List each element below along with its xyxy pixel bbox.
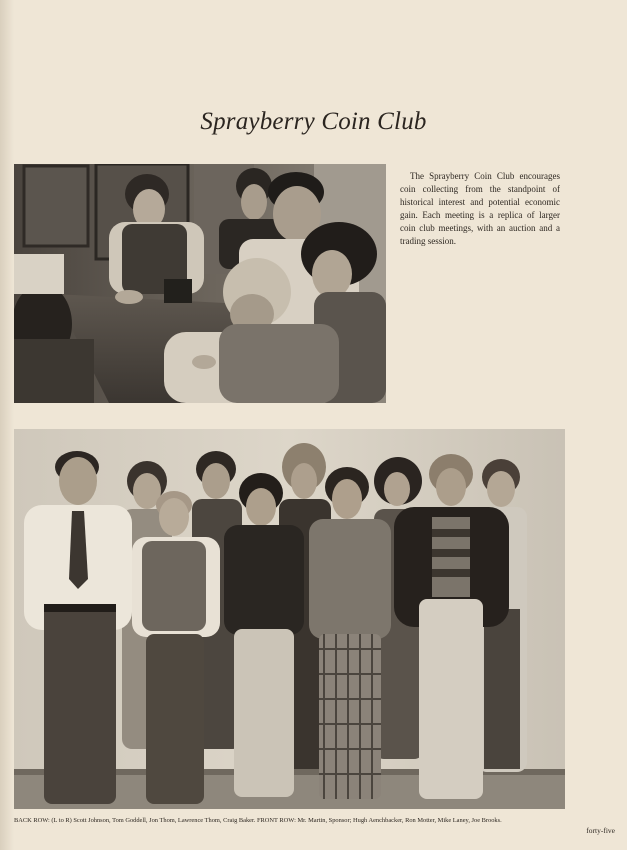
meeting-photo-image bbox=[14, 164, 386, 403]
group-photo-image bbox=[14, 429, 565, 809]
page-number: forty-five bbox=[586, 826, 615, 835]
club-description: The Sprayberry Coin Club encourages coin collecting from the standpoint of historical interest and potential economic gain. Each meeting is a replica of larger coin club meetings, with an auction and a trading session. bbox=[400, 171, 560, 246]
group-photo bbox=[14, 429, 565, 809]
meeting-photo bbox=[14, 164, 386, 403]
photo-caption: BACK ROW: (L to R) Scott Johnson, Tom Goddell, Jon Thom, Lawrence Thom, Craig Baker. FRONT ROW: Mr. Martin, Sponsor; Hugh Aenchbacker, Ron Motter, Mike Laney, Joe Brooks. bbox=[14, 817, 502, 824]
page-title: Sprayberry Coin Club bbox=[200, 108, 427, 135]
